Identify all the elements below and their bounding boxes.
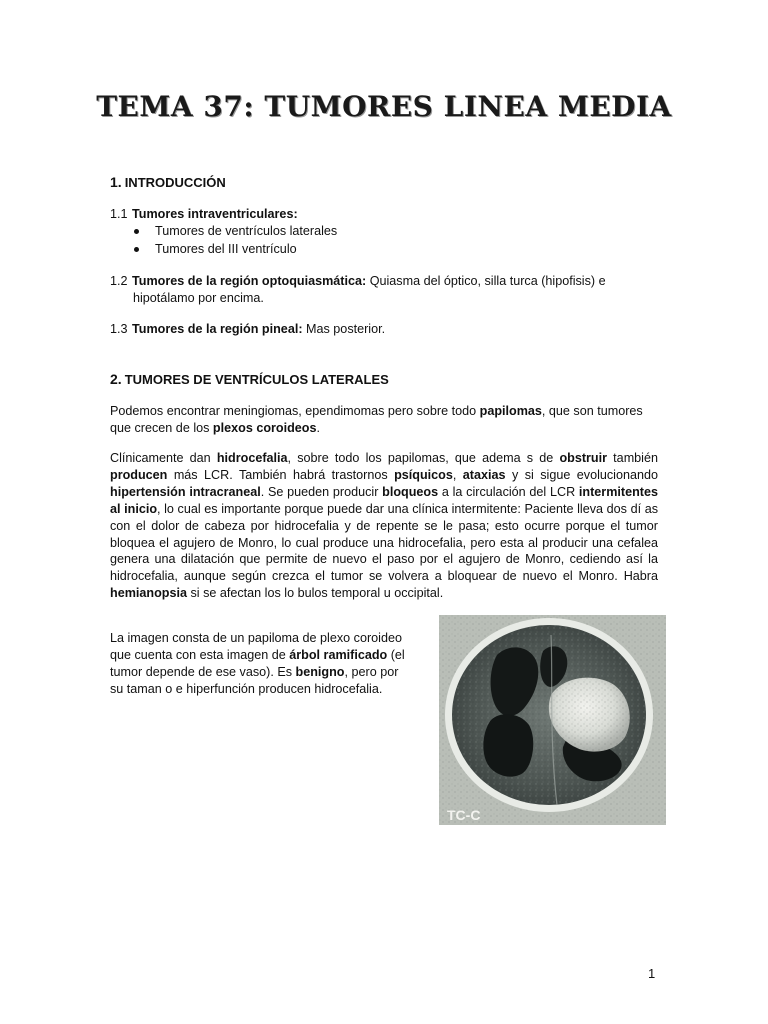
text-run: y si sigue evolucionando [505, 467, 658, 482]
bold-term: plexos coroideos [212, 420, 317, 435]
bullet-list [134, 223, 337, 258]
list-item: Tumores del III ventrículo [134, 241, 337, 259]
text-run: Podemos encontrar meningiomas, ependimomas pero sobre todo [110, 404, 480, 418]
section-title: INTRODUCCIÓN [124, 175, 226, 190]
bold-term: producen [110, 467, 168, 482]
subsection-1-2 [110, 273, 606, 290]
bold-term: psíquicos [394, 467, 453, 482]
subsection-label: Tumores de la región pineal: [132, 322, 303, 336]
text-run: a la circulación del LCR [438, 484, 579, 499]
text-run: . Se pueden producir [260, 484, 383, 499]
subsection-label: Tumores de la región optoquiasmática: [132, 274, 367, 288]
section-heading-tumores-ventriculos [110, 371, 389, 387]
bold-term: papilomas [479, 404, 542, 418]
subsection-text: Quiasma del óptico, silla turca (hipofisis) e [366, 274, 606, 288]
subsection-1-3 [110, 321, 385, 338]
bold-term: benigno [295, 664, 345, 679]
subsection-number: 1.2 [110, 274, 128, 288]
text-run: , [452, 467, 463, 482]
ct-scan-illustration [439, 615, 666, 825]
page-title: TEMA 37: TUMORES LINEA MEDIA [96, 90, 672, 123]
text-run: más LCR. También habrá trastornos [167, 467, 395, 482]
text-run: (el tumor depende de ese vaso). Es [110, 647, 405, 679]
text-run: también [607, 451, 658, 465]
text-run: , pero por su taman o e hiperfunción producen hidrocefalia. [110, 664, 399, 696]
paragraph-clinica [110, 450, 658, 602]
bold-term: hidrocefalia [216, 451, 288, 465]
list-item: Tumores de ventrículos laterales [134, 223, 337, 241]
subsection-text: Mas posterior. [302, 322, 386, 336]
bold-term: árbol ramificado [289, 647, 388, 662]
section-heading-introduccion [110, 174, 226, 190]
bold-term: hipertensión intracraneal [110, 484, 261, 499]
bold-term: bloqueos [382, 484, 439, 499]
page-number: 1 [648, 966, 656, 981]
section-number: 1. [110, 174, 122, 190]
ventricle-left-occipital [483, 714, 533, 776]
subsection-number: 1.1 [110, 207, 128, 221]
text-run: Clínicamente dan [110, 451, 217, 465]
bold-term: hemianopsia [110, 586, 187, 601]
bold-term: ataxias [462, 467, 506, 482]
section-title: TUMORES DE VENTRÍCULOS LATERALES [124, 372, 389, 387]
bold-term: obstruir [559, 451, 608, 465]
subsection-label: Tumores intraventriculares: [132, 207, 298, 221]
text-run: si se afectan los lo bulos temporal u occipital. [186, 586, 444, 601]
bold-term: intermitentes al inicio [110, 484, 659, 516]
text-run: La imagen consta de un papiloma de plexo coroideo que cuenta con esta imagen de [110, 631, 402, 662]
section-number: 2. [110, 371, 122, 387]
subsection-text-continued: hipotálamo por encima. [133, 291, 264, 305]
subsection-number: 1.3 [110, 322, 128, 336]
text-run: , que son tumores que crecen de los [110, 404, 643, 435]
ct-scan-image [439, 615, 666, 825]
subsection-1-1 [110, 206, 298, 223]
paragraph-image-caption [110, 630, 410, 698]
paragraph-intro [110, 403, 658, 437]
text-run: , lo cual es importante porque puede dar una clínica intermitente: Paciente lleva dos dí as con el dolor de cabeza por hidrocefalia y de repente se le pasa; esto ocurre porque el tumor bloquea el agujero de Monro, lo cual produce una hidrocefalia, pero esta al producir una cefalea genera una dilatación que permite de nuevo el paso por el agujero de Monro, cediendo así la hidrocefalia, aunque según crezca el tumor se volvera a bloquear de nuevo el Monro. Habra [110, 501, 658, 584]
image-label: TC-C [447, 807, 481, 823]
text-run: . [316, 420, 321, 435]
text-run: , sobre todo los papilomas, que adema s de [287, 451, 560, 465]
